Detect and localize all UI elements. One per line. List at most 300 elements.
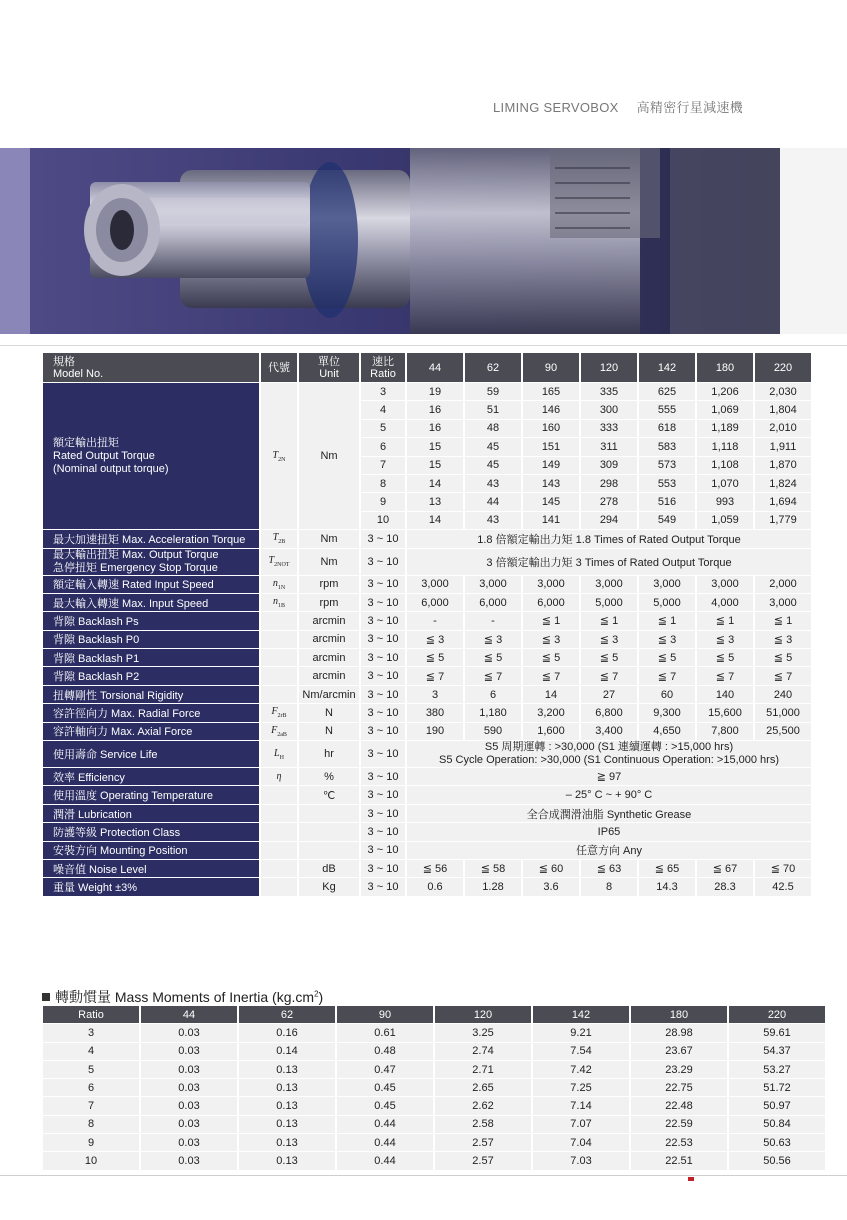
rated-torque-label [43,383,259,529]
value-cell: 1,600 [523,723,579,740]
value-cell: 1,108 [697,457,753,474]
value-cell: 335 [581,383,637,400]
value-cell: 13 [407,493,463,510]
span-value-cell: IP65 [407,823,811,840]
value-cell: 2,030 [755,383,811,400]
unit-cell: rpm [299,594,359,611]
symbol-cell [261,823,297,840]
value-cell: 1,694 [755,493,811,510]
value-cell: 590 [465,723,521,740]
model-col-header: 142 [639,353,695,382]
value-cell: 45 [465,457,521,474]
inertia-cell: 3.25 [435,1024,531,1041]
inertia-title-close: ) [318,989,324,1005]
symbol-subscript: H [279,754,284,761]
value-cell: 6,800 [581,704,637,721]
value-cell: 27 [581,686,637,703]
model-col-header: 180 [697,353,753,382]
model-header-cn: 規格 [53,355,75,368]
inertia-cell: 23.67 [631,1043,727,1060]
symbol-subscript: 1N [277,584,286,591]
product-title: 高精密行星減速機 [636,100,743,115]
value-cell: 3,000 [639,576,695,593]
value-cell: 1,189 [697,420,753,437]
spec-row-label: 背隙 Backlash P2 [43,667,259,684]
ratio-cell: 4 [361,401,405,418]
symbol-cell [261,860,297,877]
inertia-cell: 2.58 [435,1116,531,1133]
spec-row [43,860,811,877]
inertia-cell: 0.45 [337,1097,433,1114]
value-cell: 549 [639,512,695,529]
value-cell: 553 [639,475,695,492]
symbol-cell [261,383,297,529]
inertia-cell: 5 [43,1061,139,1078]
inertia-column-header: 44 [141,1006,237,1023]
value-cell: 333 [581,420,637,437]
value-cell: 51,000 [755,704,811,721]
inertia-cell: 0.44 [337,1116,433,1133]
value-cell: 3,000 [465,576,521,593]
value-cell: 140 [697,686,753,703]
symbol-cell [261,842,297,859]
value-cell: 149 [523,457,579,474]
value-cell: 1,804 [755,401,811,418]
unit-cell: Nm [299,549,359,575]
ratio-cell: 3 [361,383,405,400]
inertia-row [43,1079,825,1096]
inertia-column-header: 220 [729,1006,825,1023]
value-cell: 6,000 [523,594,579,611]
inertia-title-text: 轉動慣量 Mass Moments of Inertia (kg.cm [55,989,315,1005]
ratio-cell: 3 ~ 10 [361,741,405,767]
value-cell: 3,200 [523,704,579,721]
unit-header [299,353,359,382]
value-cell: 555 [639,401,695,418]
spec-header-row [43,353,811,382]
max-output-torque-row [43,549,811,575]
inertia-cell: 9 [43,1134,139,1151]
inertia-cell: 23.29 [631,1061,727,1078]
symbol-subscript: 2NOT [274,562,290,569]
value-cell: ≦ 3 [407,631,463,648]
inertia-column-header: 90 [337,1006,433,1023]
value-cell: 15,600 [697,704,753,721]
ratio-cell: 3 ~ 10 [361,823,405,840]
value-cell: 190 [407,723,463,740]
inertia-cell: 0.03 [141,1024,237,1041]
page-header [493,97,743,116]
inertia-cell: 28.98 [631,1024,727,1041]
unit-cell: arcmin [299,649,359,666]
ratio-cell: 9 [361,493,405,510]
inertia-cell: 6 [43,1079,139,1096]
unit-cell: Nm/arcmin [299,686,359,703]
inertia-cell: 0.44 [337,1134,433,1151]
value-cell: 6 [465,686,521,703]
inertia-cell: 22.48 [631,1097,727,1114]
symbol-text: n [272,596,278,608]
value-cell: 300 [581,401,637,418]
spec-row-label: 安裝方向 Mounting Position [43,842,259,859]
inertia-cell: 7.07 [533,1116,629,1133]
service-life-value [407,741,811,767]
value-cell: ≦ 60 [523,860,579,877]
service-life-row [43,741,811,767]
specification-table [41,352,813,897]
value-cell: 1,824 [755,475,811,492]
value-cell: ≦ 1 [523,612,579,629]
symbol-subscript: 2rB [277,713,287,720]
inertia-cell: 2.57 [435,1134,531,1151]
symbol-subscript: 2aB [277,731,287,738]
span-value-cell: 1.8 倍額定輸出力矩 1.8 Times of Rated Output Torque [407,530,811,547]
spec-row [43,594,811,611]
inertia-cell: 22.53 [631,1134,727,1151]
symbol-cell [261,631,297,648]
spec-row-label: 額定輸入轉速 Rated Input Speed [43,576,259,593]
ratio-cell: 3 ~ 10 [361,842,405,859]
value-cell: 3,000 [755,594,811,611]
model-col-header: 44 [407,353,463,382]
value-cell: ≦ 3 [465,631,521,648]
spec-span-row [43,842,811,859]
spec-row-label: 背隙 Backlash Ps [43,612,259,629]
inertia-cell: 0.13 [239,1116,335,1133]
ratio-cell: 7 [361,457,405,474]
inertia-cell: 10 [43,1152,139,1169]
value-cell: 15 [407,438,463,455]
symbol-text: F [271,706,278,718]
ratio-header-cn: 速比 [372,355,394,368]
value-cell: ≦ 7 [697,667,753,684]
inertia-cell: 2.71 [435,1061,531,1078]
spec-row [43,576,811,593]
spec-row [43,686,811,703]
value-cell: 2,000 [755,576,811,593]
value-cell: 146 [523,401,579,418]
emergency-stop-label-line: 急停扭矩 Emergency Stop Torque [53,561,218,574]
ratio-cell: 3 ~ 10 [361,576,405,593]
ratio-cell: 3 ~ 10 [361,594,405,611]
inertia-cell: 7.14 [533,1097,629,1114]
inertia-cell: 50.84 [729,1116,825,1133]
model-col-header: 120 [581,353,637,382]
banner-left-accent [0,148,30,334]
ratio-cell: 8 [361,475,405,492]
spec-row [43,723,811,740]
unit-cell: N [299,704,359,721]
inertia-table [41,1005,827,1171]
value-cell: 42.5 [755,878,811,895]
inertia-row [43,1116,825,1133]
value-cell: 44 [465,493,521,510]
inertia-cell: 51.72 [729,1079,825,1096]
model-header [43,353,259,382]
brand-name: LIMING SERVOBOX [493,100,619,115]
spec-row-label: 容許徑向力 Max. Radial Force [43,704,259,721]
unit-cell: Nm [299,530,359,547]
value-cell: 3,000 [697,576,753,593]
inertia-cell: 0.13 [239,1134,335,1151]
unit-cell: arcmin [299,612,359,629]
value-cell: 294 [581,512,637,529]
model-col-header: 62 [465,353,521,382]
symbol-cell [261,723,297,740]
value-cell: 1,779 [755,512,811,529]
inertia-cell: 0.13 [239,1152,335,1169]
accel-torque-row [43,530,811,547]
value-cell: 9,300 [639,704,695,721]
value-cell: 1,180 [465,704,521,721]
inertia-cell: 7.03 [533,1152,629,1169]
value-cell: 7,800 [697,723,753,740]
value-cell: 1,911 [755,438,811,455]
inertia-cell: 0.48 [337,1043,433,1060]
value-cell: 3.6 [523,878,579,895]
unit-cell: ℃ [299,786,359,803]
value-cell: ≦ 70 [755,860,811,877]
ratio-cell: 3 ~ 10 [361,612,405,629]
value-cell: 298 [581,475,637,492]
symbol-cell [261,805,297,822]
value-cell: 43 [465,512,521,529]
ratio-cell: 3 ~ 10 [361,686,405,703]
ratio-cell: 10 [361,512,405,529]
ratio-cell: 3 ~ 10 [361,786,405,803]
symbol-cell [261,786,297,803]
ratio-header [361,353,405,382]
gearbox-illustration [30,148,780,334]
value-cell: 278 [581,493,637,510]
value-cell: 16 [407,401,463,418]
value-cell: 145 [523,493,579,510]
value-cell: - [407,612,463,629]
span-value-cell: 全合成潤滑油脂 Synthetic Grease [407,805,811,822]
spec-span-row [43,805,811,822]
unit-cell: Nm [299,383,359,529]
inertia-row [43,1097,825,1114]
inertia-cell: 22.51 [631,1152,727,1169]
inertia-cell: 8 [43,1116,139,1133]
service-life-label: 使用壽命 Service Life [43,741,259,767]
model-header-en: Model No. [53,367,104,380]
value-cell: 14 [407,475,463,492]
symbol-text: n [272,577,278,589]
inertia-cell: 7.54 [533,1043,629,1060]
value-cell: ≦ 5 [523,649,579,666]
spec-row [43,631,811,648]
inertia-cell: 0.45 [337,1079,433,1096]
symbol-text: T [268,555,275,567]
unit-header-en: Unit [319,367,339,380]
value-cell: 4,650 [639,723,695,740]
value-cell: 14 [523,686,579,703]
inertia-cell: 7 [43,1097,139,1114]
symbol-text: T [272,449,279,461]
ratio-cell: 3 ~ 10 [361,805,405,822]
value-cell: 1,870 [755,457,811,474]
inertia-cell: 50.63 [729,1134,825,1151]
value-cell: 25,500 [755,723,811,740]
inertia-cell: 2.57 [435,1152,531,1169]
inertia-cell: 50.97 [729,1097,825,1114]
value-cell: ≦ 67 [697,860,753,877]
symbol-cell [261,878,297,895]
ratio-cell: 3 ~ 10 [361,878,405,895]
symbol-cell [261,667,297,684]
value-cell: ≦ 7 [581,667,637,684]
accel-torque-label: 最大加速扭矩 Max. Acceleration Torque [43,530,259,547]
inertia-cell: 0.03 [141,1116,237,1133]
value-cell: 8 [581,878,637,895]
value-cell: 1.28 [465,878,521,895]
symbol-text: F [271,724,278,736]
value-cell: - [465,612,521,629]
value-cell: 380 [407,704,463,721]
value-cell: ≦ 5 [697,649,753,666]
value-cell: ≦ 3 [697,631,753,648]
value-cell: ≦ 58 [465,860,521,877]
value-cell: 1,069 [697,401,753,418]
spec-row-label: 效率 Efficiency [43,768,259,785]
spec-row [43,649,811,666]
value-cell: 19 [407,383,463,400]
spec-row-label: 防護等級 Protection Class [43,823,259,840]
value-cell: 14.3 [639,878,695,895]
unit-cell: arcmin [299,631,359,648]
value-cell: 3 [407,686,463,703]
ratio-cell: 3 ~ 10 [361,860,405,877]
value-cell: 165 [523,383,579,400]
inertia-cell: 22.59 [631,1116,727,1133]
value-cell: 3,000 [523,576,579,593]
symbol-cell [261,741,297,767]
unit-cell [299,805,359,822]
inertia-column-header: 180 [631,1006,727,1023]
value-cell: 43 [465,475,521,492]
span-value-cell: ≧ 97 [407,768,811,785]
ratio-cell: 3 ~ 10 [361,768,405,785]
rated-torque-label-line: 額定輸出扭矩 [53,436,119,449]
value-cell: 5,000 [639,594,695,611]
footer-mark [688,1177,694,1181]
unit-cell: hr [299,741,359,767]
spec-row-label: 重量 Weight ±3% [43,878,259,895]
value-cell: ≦ 3 [755,631,811,648]
ratio-cell: 3 ~ 10 [361,667,405,684]
value-cell: ≦ 3 [523,631,579,648]
spec-row [43,878,811,895]
inertia-cell: 0.47 [337,1061,433,1078]
symbol-cell [261,549,297,575]
spec-row-label: 扭轉剛性 Torsional Rigidity [43,686,259,703]
ratio-cell: 3 ~ 10 [361,649,405,666]
inertia-cell: 7.04 [533,1134,629,1151]
inertia-cell: 0.16 [239,1024,335,1041]
ratio-header-en: Ratio [370,367,396,380]
unit-cell: arcmin [299,667,359,684]
ratio-cell: 3 ~ 10 [361,631,405,648]
inertia-cell: 9.21 [533,1024,629,1041]
span-value-cell: 任意方向 Any [407,842,811,859]
unit-cell: % [299,768,359,785]
model-col-header: 220 [755,353,811,382]
inertia-cell: 50.56 [729,1152,825,1169]
symbol-cell: η [261,768,297,785]
value-cell: 14 [407,512,463,529]
value-cell: 583 [639,438,695,455]
spec-span-row [43,768,811,785]
symbol-cell [261,649,297,666]
value-cell: ≦ 7 [523,667,579,684]
product-banner-image [0,148,847,334]
inertia-cell: 0.03 [141,1079,237,1096]
value-cell: ≦ 1 [581,612,637,629]
inertia-cell: 0.03 [141,1043,237,1060]
spec-row-label: 使用溫度 Operating Temperature [43,786,259,803]
value-cell: 3,000 [407,576,463,593]
inertia-cell: 2.62 [435,1097,531,1114]
inertia-cell: 0.03 [141,1152,237,1169]
symbol-subscript: 2B [278,539,286,546]
symbol-cell [261,612,297,629]
ratio-cell: 6 [361,438,405,455]
value-cell: 993 [697,493,753,510]
value-cell: 60 [639,686,695,703]
ratio-cell: 5 [361,420,405,437]
symbol-cell [261,704,297,721]
inertia-row [43,1134,825,1151]
unit-cell [299,823,359,840]
inertia-cell: 4 [43,1043,139,1060]
value-cell: 618 [639,420,695,437]
inertia-column-header: 142 [533,1006,629,1023]
inertia-cell: 2.65 [435,1079,531,1096]
spec-span-row [43,823,811,840]
ratio-cell: 3 ~ 10 [361,704,405,721]
service-life-line-en: S5 Cycle Operation: >30,000 (S1 Continuous Operation: >15,000 hrs) [439,754,779,767]
value-cell: 3,400 [581,723,637,740]
inertia-cell: 53.27 [729,1061,825,1078]
inertia-row [43,1152,825,1169]
inertia-row [43,1024,825,1041]
spec-row-label: 最大輸入轉速 Max. Input Speed [43,594,259,611]
inertia-cell: 0.03 [141,1097,237,1114]
value-cell: 1,059 [697,512,753,529]
value-cell: 240 [755,686,811,703]
value-cell: ≦ 1 [697,612,753,629]
value-cell: ≦ 56 [407,860,463,877]
inertia-cell: 0.61 [337,1024,433,1041]
inertia-cell: 0.13 [239,1097,335,1114]
value-cell: 6,000 [465,594,521,611]
value-cell: ≦ 5 [755,649,811,666]
value-cell: ≦ 1 [755,612,811,629]
unit-cell: dB [299,860,359,877]
spec-row-label: 背隙 Backlash P0 [43,631,259,648]
spec-row [43,612,811,629]
inertia-cell: 3 [43,1024,139,1041]
service-life-line-cn: S5 周期運轉 : >30,000 (S1 連續運轉 : >15,000 hrs) [484,741,734,754]
value-cell: 309 [581,457,637,474]
symbol-cell [261,686,297,703]
inertia-cell: 7.25 [533,1079,629,1096]
value-cell: ≦ 3 [581,631,637,648]
rated-torque-label-line: (Nominal output torque) [53,462,169,475]
code-header: 代號 [261,353,297,382]
spec-row-label: 潤滑 Lubrication [43,805,259,822]
